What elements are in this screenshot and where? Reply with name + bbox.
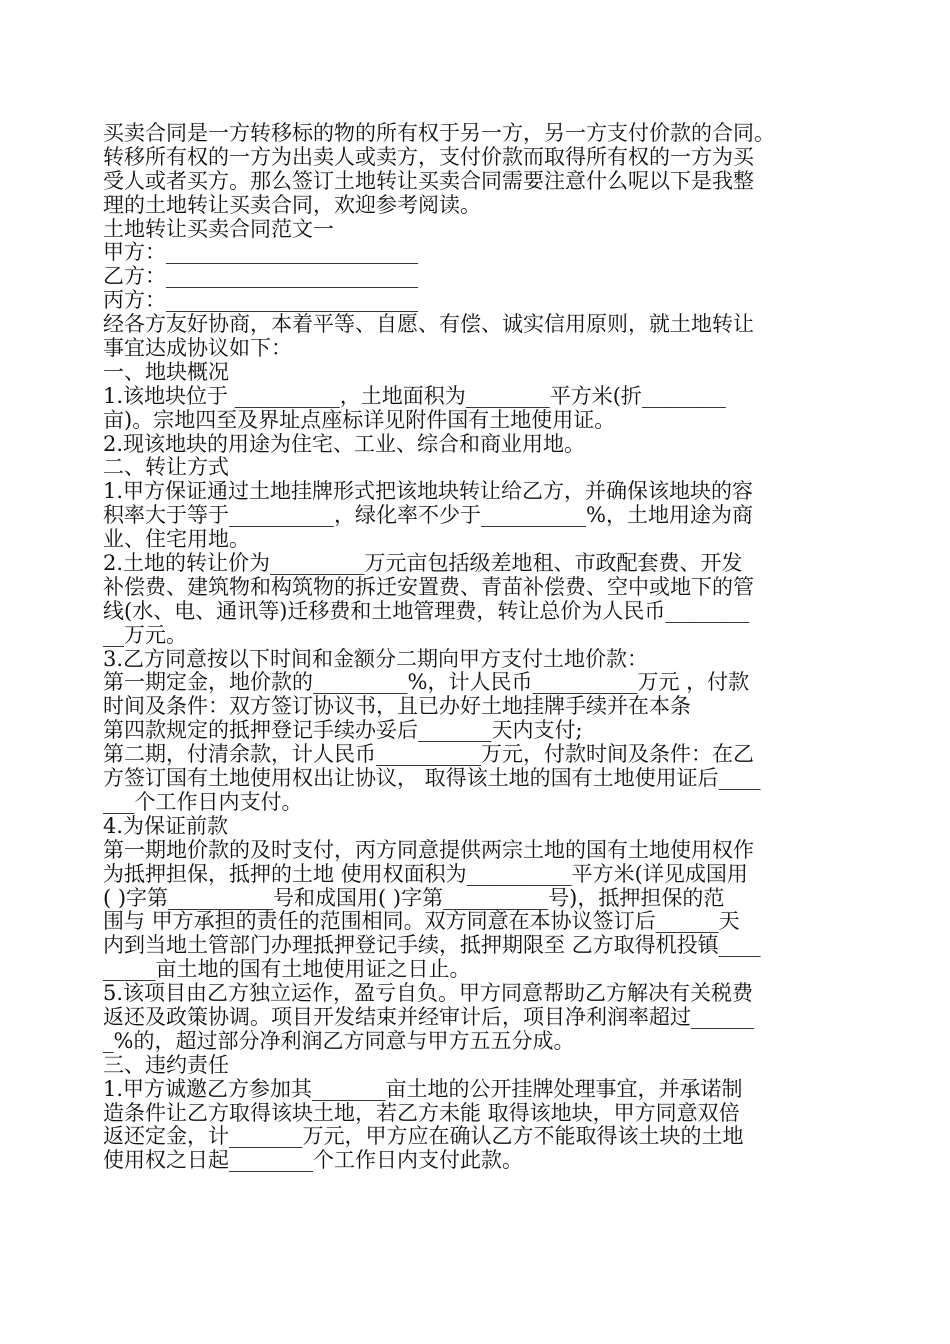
text-line: 1.甲方保证通过土地挂牌形式把该地块转让给乙方，并确保该地块的容: [103, 479, 754, 504]
text-line: 内到当地土管部门办理抵押登记手续，抵押期限至 乙方取得机投镇____: [103, 933, 761, 958]
text-line: 业、住宅用地。: [103, 527, 250, 552]
text-line: 理的土地转让买卖合同，欢迎参考阅读。: [103, 192, 481, 217]
text-line: 1.甲方诚邀乙方参加其_______亩土地的公开挂牌处理事宜，并承诺制: [103, 1076, 743, 1101]
text-line: 返还定金，计_______万元，甲方应在确认乙方不能取得该土块的土地: [103, 1124, 744, 1149]
text-line: 乙方：________________________: [103, 264, 418, 289]
text-line: 时间及条件：双方签订协议书，且已办好土地挂牌手续并在本条: [103, 694, 691, 719]
text-line: 3.乙方同意按以下时间和金额分二期向甲方支付土地价款：: [103, 646, 649, 671]
text-line: ___个工作日内支付。: [103, 789, 303, 814]
text-line: 4.为保证前款: [103, 813, 229, 838]
text-line: __万元。: [103, 622, 187, 647]
text-line: 亩)。宗地四至及界址点座标详见附件国有土地使用证。: [103, 407, 616, 432]
text-line: 方签订国有土地使用权出让协议， 取得该土地的国有土地使用证后____: [103, 766, 761, 791]
text-line: 第四款规定的抵押登记手续办妥后_______天内支付;: [103, 718, 583, 743]
text-line: 2.土地的转让价为_________万元亩包括级差地租、市政配套费、开发: [103, 551, 743, 576]
text-line: 积率大于等于__________，绿化率不少于__________%，土地用途为商: [103, 503, 753, 528]
text-line: 土地转让买卖合同范文一: [103, 216, 334, 241]
text-line: 5.该项目由乙方独立运作，盈亏自负。甲方同意帮助乙方解决有关税费: [103, 981, 754, 1006]
text-line: 造条件让乙方取得该块土地，若乙方未能 取得该地块，甲方同意双倍: [103, 1100, 740, 1125]
text-line: 二、转让方式: [103, 455, 229, 480]
text-line: 经各方友好协商，本着平等、自愿、有偿、诚实信用原则，就土地转让: [103, 312, 754, 337]
text-line: 买卖合同是一方转移标的物的所有权于另一方，另一方支付价款的合同。: [103, 121, 775, 145]
text-line: 返还及政策协调。项目开发结束并经审计后，项目净利润率超过______: [103, 1004, 754, 1029]
text-line: 一、地块概况: [103, 359, 229, 384]
text-line: ( )字第__________号和成国用( )字第__________号)，抵押担保的范: [103, 885, 725, 910]
text-line: 甲方：________________________: [103, 240, 418, 265]
text-line: 为抵押担保，抵押的土地 使用权面积为__________平方米(详见成国用: [103, 861, 748, 886]
text-line: 受人或者买方。那么签订土地转让买卖合同需要注意什么呢以下是我整: [103, 168, 754, 193]
text-line: 1.该地块位于 __________，土地面积为________平方米(折________: [103, 383, 726, 408]
text-line: 补偿费、建筑物和构筑物的拆迁安置费、青苗补偿费、空中或地下的管: [103, 574, 754, 599]
text-line: 第一期地价款的及时支付，丙方同意提供两宗土地的国有土地使用权作: [103, 837, 754, 862]
text-line: 第二期，付清余款，计人民币__________万元，付款时间及条件：在乙: [103, 742, 754, 767]
text-line: 丙方：________________________: [103, 288, 418, 313]
text-line: _%的，超过部分净利润乙方同意与甲方五五分成。: [103, 1028, 575, 1053]
document-body: [103, 122, 863, 1173]
text-line: 线(水、电、通讯等)迁移费和土地管理费，转让总价为人民币________: [103, 598, 750, 623]
text-line: 转移所有权的一方为出卖人或卖方，支付价款而取得所有权的一方为买: [103, 144, 754, 169]
text-line: 事宜达成协议如下：: [103, 336, 292, 361]
text-line: _____亩土地的国有土地使用证之日止。: [103, 957, 471, 982]
text-line: 第一期定金，地价款的_________%，计人民币__________万元 ，付款: [103, 670, 750, 695]
text-line: 围与 甲方承担的责任的范围相同。双方同意在本协议签订后______天: [103, 909, 740, 934]
text-line: 三、违约责任: [103, 1052, 229, 1077]
text-line: 2.现该地块的用途为住宅、工业、综合和商业用地。: [103, 431, 586, 456]
text-line: 使用权之日起________个工作日内支付此款。: [103, 1148, 523, 1173]
